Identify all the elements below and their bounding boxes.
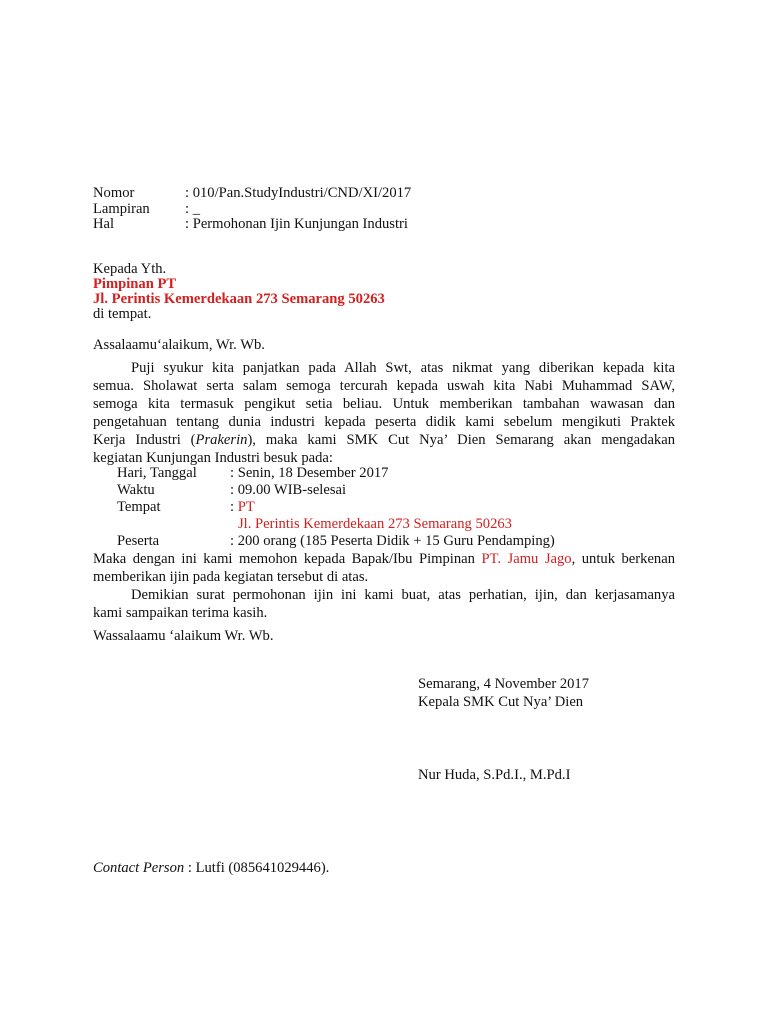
prakerin-term: Prakerin [195,432,248,448]
body-line-3: semoga kita termasuk pengikut setia beliau. Untuk memberikan tambahan wawasan dan [93,396,675,412]
body-line-1: Puji syukur kita panjatkan pada Allah Swt, atas nikmat yang diberikan kepada kita [131,360,675,376]
body-line-5-b: ), maka kami SMK Cut Nya’ Dien Semarang akan mengadakan [247,432,675,448]
detail-waktu-value: : 09.00 WIB-selesai [230,482,347,498]
body-line-5 [93,432,675,449]
wassalam: Wassalaamu ‘alaikum Wr. Wb. [93,628,274,644]
contact-value: : Lutfi (085641029446). [184,860,330,876]
detail-waktu-row [117,482,346,499]
recipient-address: Jl. Perintis Kemerdekaan 273 Semarang 50263 [93,291,385,307]
detail-tempat-address: Jl. Perintis Kemerdekaan 273 Semarang 50263 [238,516,512,532]
detail-tempat-label: Tempat [117,499,161,515]
body-line-4: pengetahuan tentang dunia industri kepada peserta didik kami sebelum mengikuti Praktek [93,414,675,430]
detail-tempat-row [117,499,255,516]
recipient-name: Pimpinan PT [93,276,177,292]
detail-hari-label: Hari, Tanggal [117,465,197,481]
nomor-row [93,185,411,202]
closing-line-1: Demikian surat permohonan ijin ini kami buat, atas perhatian, ijin, dan kerjasamanya [131,587,675,603]
recipient-place: di tempat. [93,306,152,322]
body-line-6: kegiatan Kunjungan Industri besuk pada: [93,450,333,466]
contact-label: Contact Person [93,860,185,876]
request-line-1-a: Maka dengan ini kami memohon kepada Bapak/Ibu Pimpinan [93,551,482,567]
signature-name: Nur Huda, S.Pd.I., M.Pd.I [418,767,571,783]
closing-line-2: kami sampaikan terima kasih. [93,605,268,621]
detail-hari-value: : Senin, 18 Desember 2017 [230,465,389,481]
company-name: PT. Jamu Jago [481,551,572,567]
hal-value: : Permohonan Ijin Kunjungan Industri [185,216,408,232]
lampiran-label: Lampiran [93,201,150,217]
hal-row [93,216,408,233]
salutation: Assalaamu‘alaikum, Wr. Wb. [93,337,265,353]
lampiran-value: : _ [185,201,200,217]
request-line-2: memberikan ijin pada kegiatan tersebut di atas. [93,569,369,585]
signature-position: Kepala SMK Cut Nya’ Dien [418,694,584,710]
body-line-2: semua. Sholawat serta salam semoga tercurah kepada uswah kita Nabi Muhammad SAW, [93,378,675,394]
signature-place-date: Semarang, 4 November 2017 [418,676,590,692]
hal-label: Hal [93,216,115,232]
detail-tempat-colon: : [230,499,238,515]
contact-person [93,860,329,877]
nomor-label: Nomor [93,185,135,201]
detail-waktu-label: Waktu [117,482,155,498]
detail-peserta-value: : 200 orang (185 Peserta Didik + 15 Guru Pendamping) [230,533,555,549]
detail-peserta-row [117,533,555,550]
recipient-greeting: Kepada Yth. [93,261,167,277]
detail-peserta-label: Peserta [117,533,160,549]
nomor-value: : 010/Pan.StudyIndustri/CND/XI/2017 [185,185,412,201]
detail-tempat-value: PT [237,499,255,515]
body-line-5-a: Kerja Industri ( [93,432,196,448]
request-line-1 [93,551,675,568]
request-line-1-b: , untuk berkenan [571,551,675,567]
detail-hari-row [117,465,388,482]
